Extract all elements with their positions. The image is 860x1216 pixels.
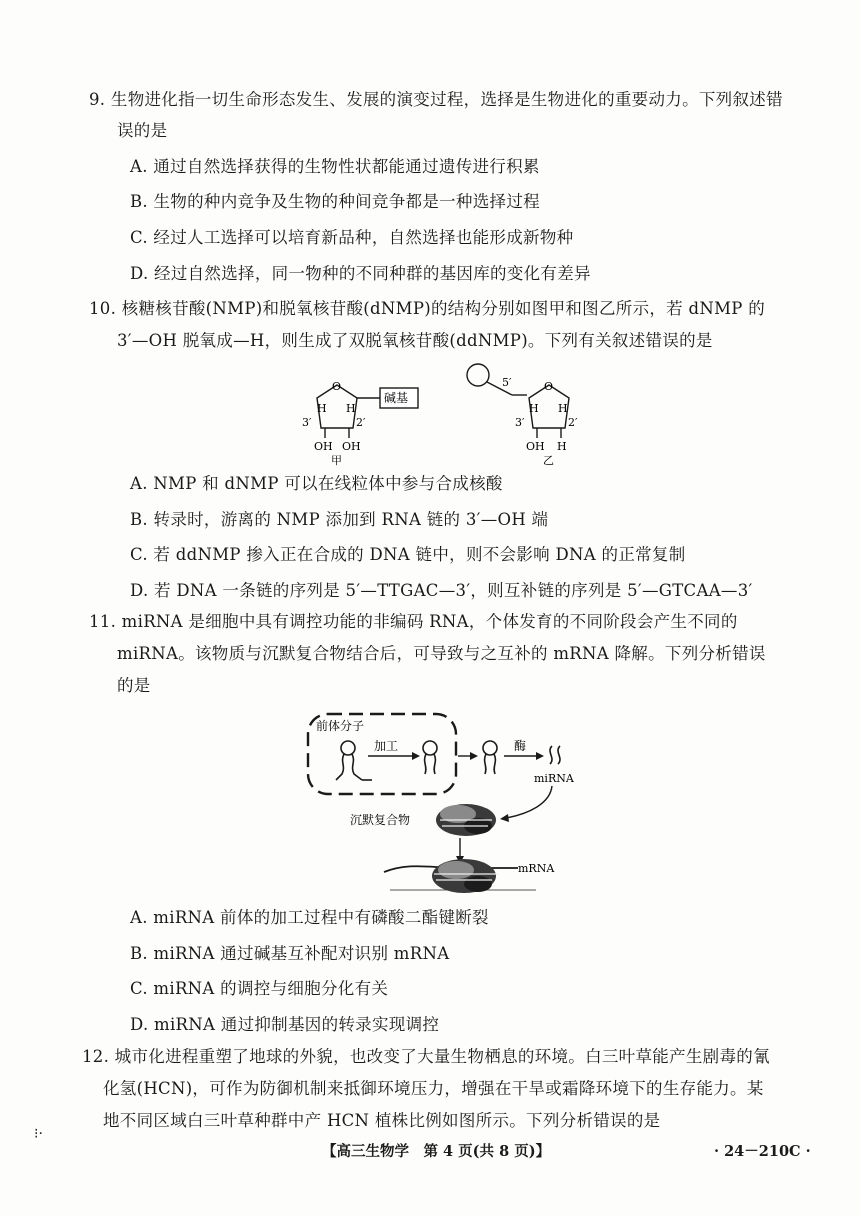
q11-option-a: A. miRNA 前体的加工过程中有磷酸二酯键断裂 (130, 908, 489, 927)
q9-option-d: D. 经过自然选择，同一物种的不同种群的基因库的变化有差异 (130, 264, 591, 283)
q9-stem-line1: 9. 生物进化指一切生命形态发生、发展的演变过程，选择是生物进化的重要动力。下列叙述错 (89, 90, 783, 109)
yi-h-right: H (558, 402, 568, 415)
yi-oh: OH (526, 440, 545, 453)
jia-oh-left: OH (314, 440, 333, 453)
processed-hairpin (423, 741, 437, 774)
yi-prime5: 5′ (502, 376, 512, 389)
q10-stem-line1: 10. 核糖核苷酸(NMP)和脱氧核苷酸(dNMP)的结构分别如图甲和图乙所示，若 dNMP 的 (89, 299, 766, 318)
q9-option-c: C. 经过人工选择可以培育新品种，自然选择也能形成新物种 (130, 228, 574, 247)
footer-code: · 24－210C · (714, 1143, 811, 1160)
yi-h-left: H (529, 402, 539, 415)
bound-complex (432, 859, 498, 893)
q10-stem-line2: 3′—OH 脱氧成—H，则生成了双脱氧核苷酸(ddNMP)。下列有关叙述错误的是 (117, 331, 713, 350)
q10-option-c: C. 若 ddNMP 掺入正在合成的 DNA 链中，则不会影响 DNA 的正常复制 (130, 545, 686, 564)
q11-option-c: C. miRNA 的调控与细胞分化有关 (130, 979, 389, 998)
yi-prime2: 2′ (568, 416, 578, 429)
q9-option-a: A. 通过自然选择获得的生物性状都能通过遗传进行积累 (130, 157, 540, 176)
jia-prime3: 3′ (302, 416, 312, 429)
jia-prime2: 2′ (356, 416, 366, 429)
footer-page-label: 【高三生物学 第 4 页(共 8 页)】 (322, 1143, 551, 1160)
mirna-duplex (550, 746, 560, 764)
q11-stem-line2: miRNA。该物质与沉默复合物结合后，可导致与之互补的 mRNA 降解。下列分析错误 (117, 644, 766, 663)
q11-stem-line1: 11. miRNA 是细胞中具有调控功能的非编码 RNA，个体发育的不同阶段会产生不同的 (89, 612, 738, 631)
q11-stem-line3: 的是 (117, 676, 151, 695)
yi-ring-o: O (544, 380, 554, 393)
yi-h-bottom: H (557, 440, 567, 453)
q12-stem-line2: 化氢(HCN)，可作为防御机制来抵御环境压力，增强在干旱或霜降环境下的生存能力。某 (103, 1079, 764, 1098)
q12-stem-line1: 12. 城市化进程重塑了地球的外貌，也改变了大量生物栖息的环境。白三叶草能产生剧毒的氰 (82, 1047, 770, 1066)
yi-caption: 乙 (543, 454, 554, 467)
jia-ring-o: O (332, 380, 342, 393)
jia-oh-right: OH (342, 440, 361, 453)
processing-label: 加工 (374, 739, 399, 753)
scan-mark: ⁝· (34, 1126, 43, 1142)
q10-option-b: B. 转录时，游离的 NMP 添加到 RNA 链的 3′—OH 端 (130, 510, 549, 529)
cytoplasm-hairpin (483, 741, 497, 774)
q9-option-b: B. 生物的种内竞争及生物的种间竞争都是一种选择过程 (130, 192, 540, 211)
q10-option-a: A. NMP 和 dNMP 可以在线粒体中参与合成核酸 (130, 474, 503, 493)
jia-h-left: H (317, 402, 327, 415)
jia-caption: 甲 (331, 454, 342, 467)
yi-prime3: 3′ (515, 416, 525, 429)
q12-stem-line3: 地不同区域白三叶草种群中产 HCN 植株比例如图所示。下列分析错误的是 (103, 1111, 661, 1130)
silencing-complex (436, 804, 496, 836)
mrna-label: mRNA (518, 862, 555, 875)
enzyme-label: 酶 (514, 739, 527, 753)
jia-base-label: 碱基 (384, 391, 409, 405)
precursor-label: 前体分子 (316, 719, 365, 733)
precursor-hairpin (336, 741, 372, 780)
q9-stem-line2: 误的是 (117, 121, 168, 140)
jia-h-right: H (346, 402, 356, 415)
mirna-label: miRNA (534, 772, 574, 785)
complex-label: 沉默复合物 (350, 813, 411, 827)
q11-option-d: D. miRNA 通过抑制基因的转录实现调控 (130, 1015, 440, 1034)
q11-mirna-figure (300, 708, 590, 904)
q10-nucleotide-figure (290, 360, 630, 470)
q10-option-d: D. 若 DNA 一条链的序列是 5′—TTGAC—3′，则互补链的序列是 5′—GTCAA—3′ (130, 581, 753, 600)
q11-option-b: B. miRNA 通过碱基互补配对识别 mRNA (130, 944, 450, 963)
